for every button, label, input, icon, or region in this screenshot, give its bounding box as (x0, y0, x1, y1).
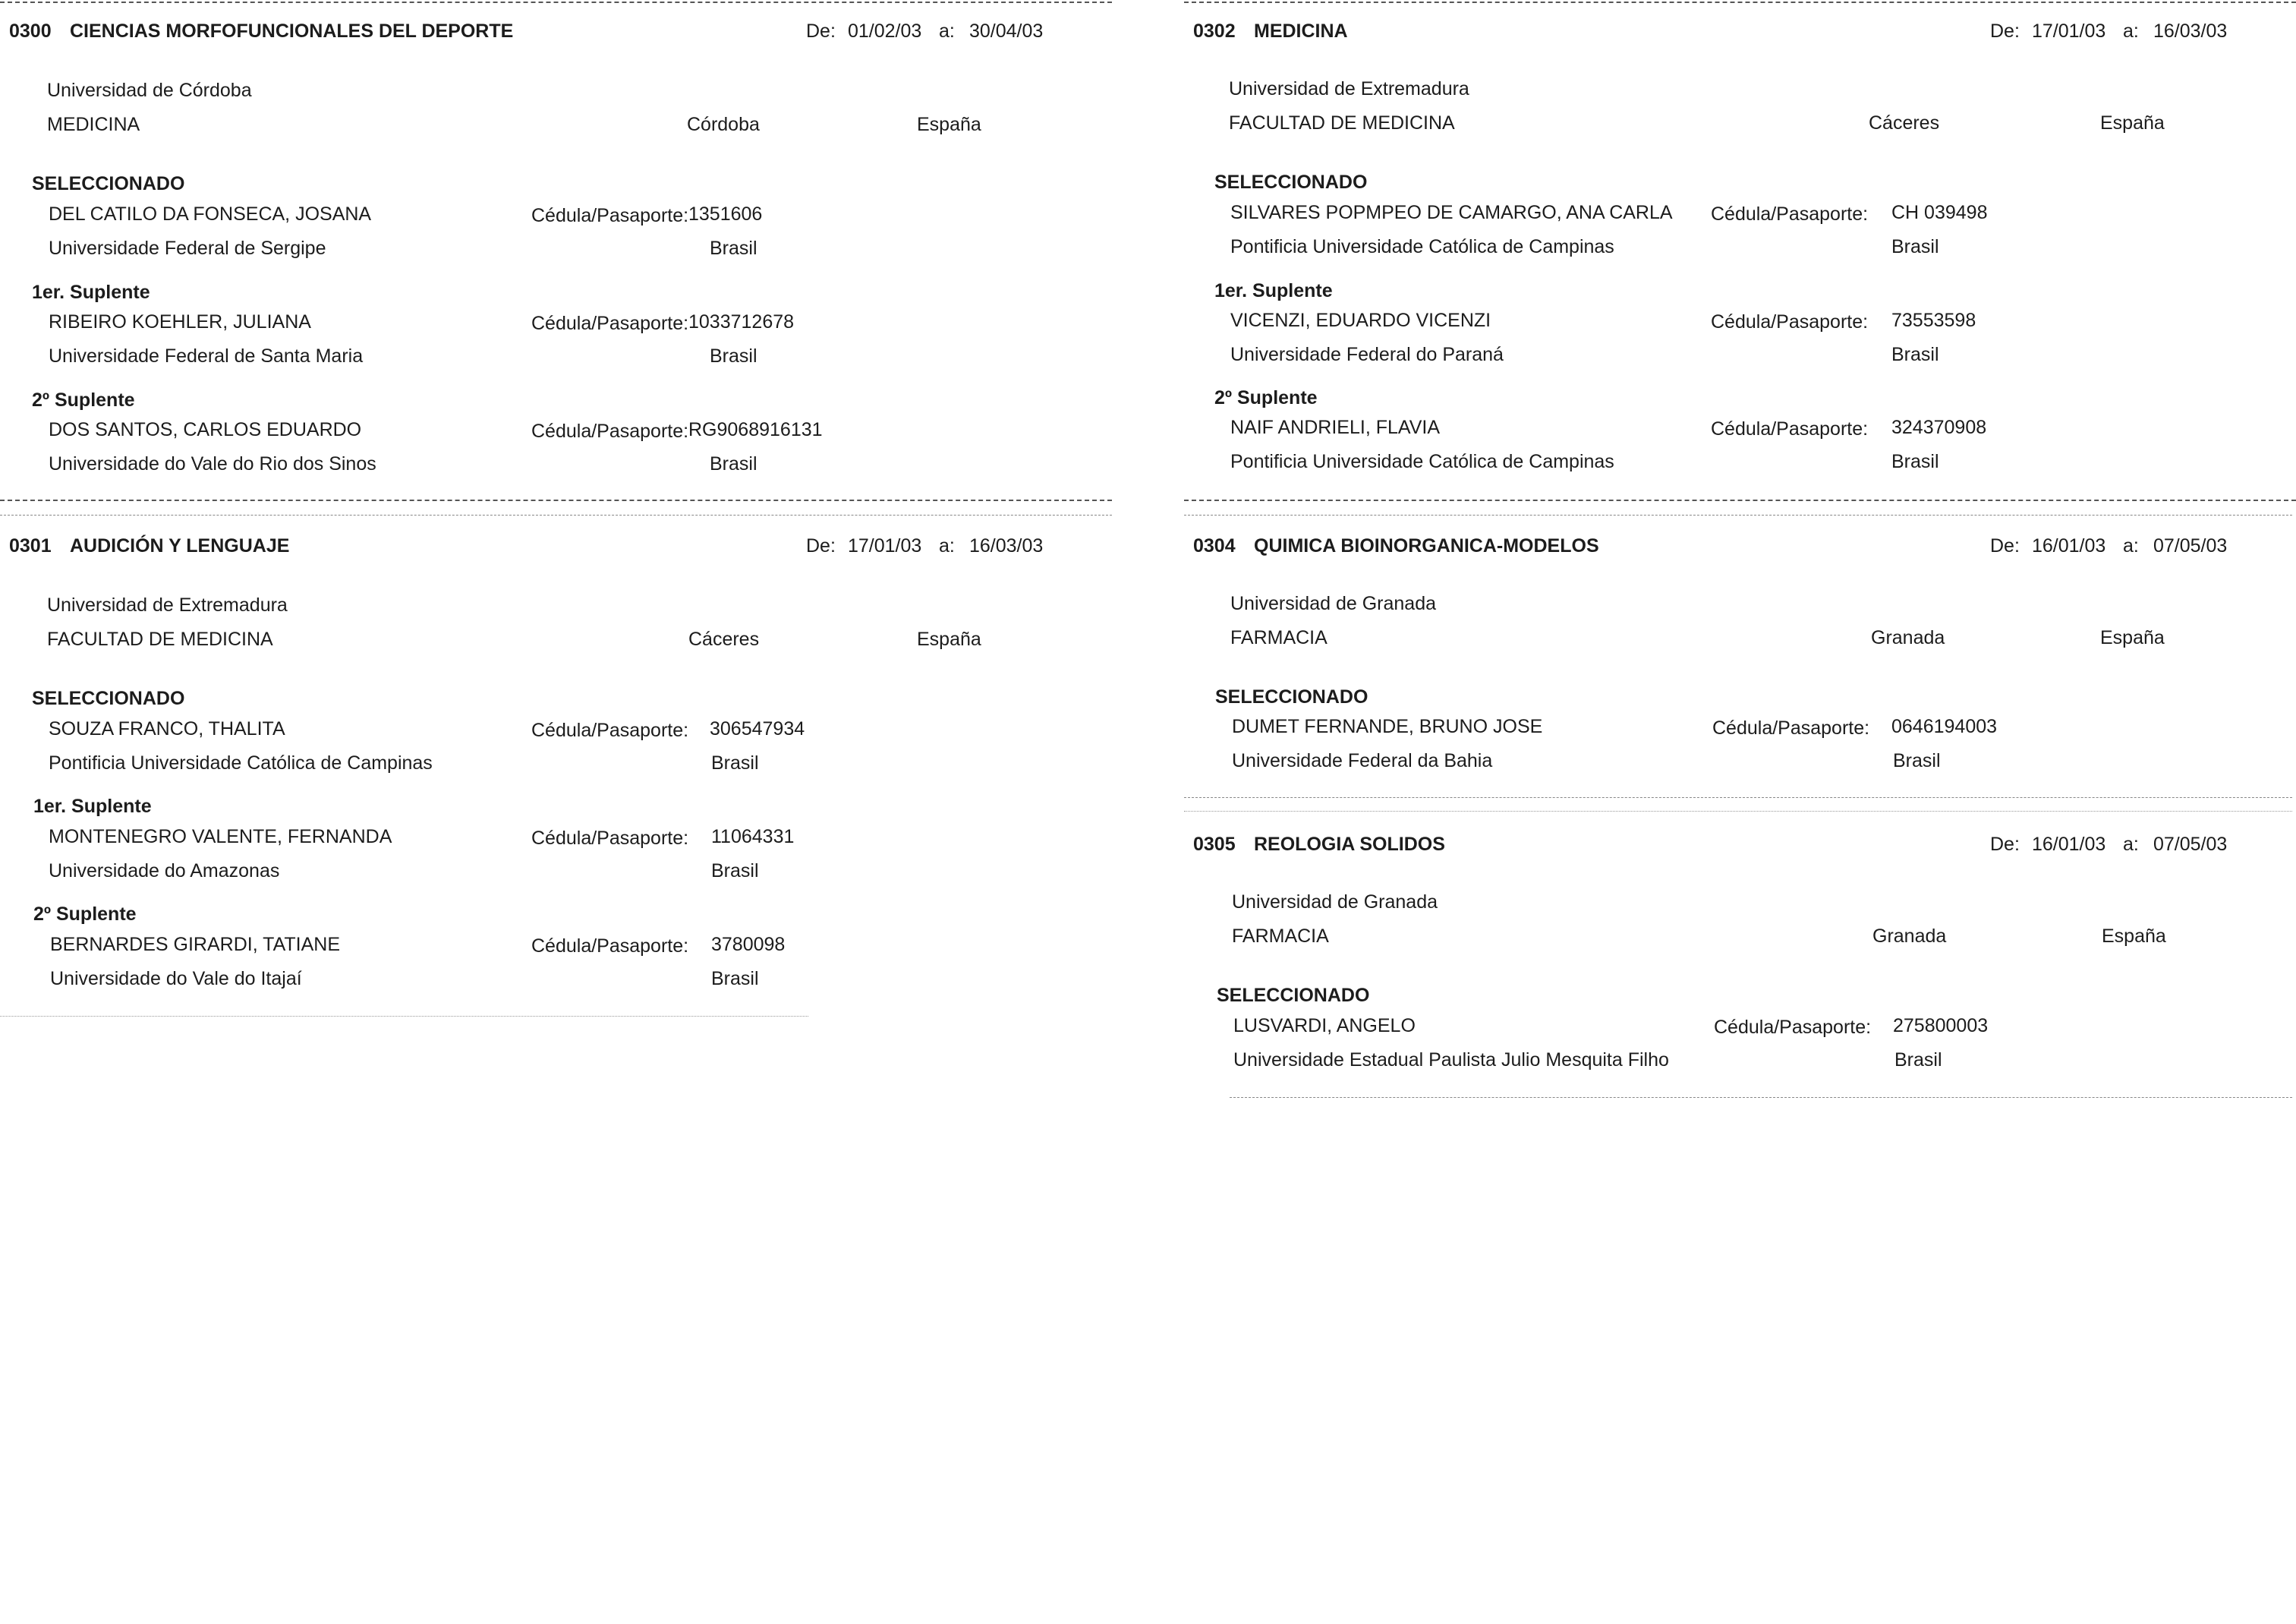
candidate-id: 3780098 (711, 934, 786, 955)
date-to: 07/05/03 (2153, 834, 2228, 855)
id-label: Cédula/Pasaporte: (531, 935, 689, 957)
date-from: 17/01/03 (848, 535, 922, 557)
course-code: 0305 (1193, 834, 1236, 855)
candidate-id: 1351606 (688, 203, 763, 225)
second-substitute-heading: 2º Suplente (32, 389, 135, 411)
candidate-name: DUMET FERNANDE, BRUNO JOSE (1232, 716, 1543, 737)
date-from: 16/01/03 (2032, 834, 2106, 855)
candidate-institution: Universidade Federal da Bahia (1232, 750, 1493, 771)
host-city: Córdoba (687, 114, 760, 135)
host-city: Granada (1871, 627, 1945, 648)
candidate-id: 0646194003 (1891, 716, 1998, 737)
separator-right-2b (1184, 811, 2292, 812)
host-city: Granada (1872, 926, 1947, 947)
id-label: Cédula/Pasaporte: (531, 205, 689, 226)
candidate-name: BERNARDES GIRARDI, TATIANE (50, 934, 341, 955)
candidate-name: DOS SANTOS, CARLOS EDUARDO (49, 419, 362, 440)
id-label: Cédula/Pasaporte: (531, 720, 689, 741)
first-substitute-heading: 1er. Suplente (1214, 280, 1333, 301)
course-code: 0300 (9, 20, 52, 42)
host-country: España (2102, 926, 2166, 947)
host-university: Universidad de Extremadura (1229, 78, 1469, 99)
id-label: Cédula/Pasaporte: (531, 828, 689, 849)
from-label: De: (1990, 834, 2020, 855)
separator-right-1b (1184, 515, 2292, 516)
course-code: 0301 (9, 535, 52, 557)
host-faculty: FARMACIA (1232, 926, 1329, 947)
to-label: a: (2123, 535, 2139, 557)
candidate-institution: Universidade Federal de Sergipe (49, 238, 326, 259)
candidate-nationality: Brasil (1891, 236, 1939, 257)
candidate-id: 324370908 (1891, 417, 1987, 438)
id-label: Cédula/Pasaporte: (1711, 203, 1869, 225)
host-faculty: MEDICINA (47, 114, 140, 135)
candidate-nationality: Brasil (710, 345, 757, 367)
separator-left-bottom (0, 1016, 808, 1017)
candidate-id: CH 039498 (1891, 202, 1988, 223)
host-country: España (2100, 627, 2165, 648)
id-label: Cédula/Pasaporte: (1711, 311, 1869, 333)
host-country: España (917, 629, 981, 650)
candidate-nationality: Brasil (1891, 451, 1939, 472)
id-label: Cédula/Pasaporte: (531, 421, 689, 442)
id-label: Cédula/Pasaporte: (1714, 1017, 1872, 1038)
candidate-institution: Universidade do Vale do Itajaí (50, 968, 302, 989)
separator-left-1a (0, 500, 1112, 501)
candidate-institution: Pontificia Universidade Católica de Campinas (1230, 236, 1614, 257)
selected-heading: SELECCIONADO (32, 688, 185, 709)
separator-right-bottom (1230, 1097, 2292, 1098)
host-university: Universidad de Córdoba (47, 80, 252, 101)
host-city: Cáceres (1869, 112, 1940, 134)
candidate-id: 11064331 (711, 826, 795, 847)
from-label: De: (1990, 535, 2020, 557)
host-city: Cáceres (688, 629, 760, 650)
candidate-name: DEL CATILO DA FONSECA, JOSANA (49, 203, 372, 225)
date-from: 16/01/03 (2032, 535, 2106, 557)
candidate-name: SOUZA FRANCO, THALITA (49, 718, 285, 739)
separator-top-left (0, 2, 1112, 3)
id-label: Cédula/Pasaporte: (1712, 717, 1870, 739)
candidate-nationality: Brasil (710, 453, 757, 475)
candidate-id: 275800003 (1893, 1015, 1989, 1036)
id-label: Cédula/Pasaporte: (1711, 418, 1869, 440)
to-label: a: (939, 535, 955, 557)
date-to: 16/03/03 (969, 535, 1044, 557)
date-to: 07/05/03 (2153, 535, 2228, 557)
date-to: 16/03/03 (2153, 20, 2228, 42)
candidate-id: 306547934 (710, 718, 805, 739)
candidate-nationality: Brasil (1894, 1049, 1942, 1071)
first-substitute-heading: 1er. Suplente (33, 796, 152, 817)
candidate-institution: Universidade Estadual Paulista Julio Mesquita Filho (1233, 1049, 1669, 1071)
candidate-nationality: Brasil (711, 968, 759, 989)
candidate-name: RIBEIRO KOEHLER, JULIANA (49, 311, 311, 333)
host-country: España (917, 114, 981, 135)
candidate-name: NAIF ANDRIELI, FLAVIA (1230, 417, 1441, 438)
first-substitute-heading: 1er. Suplente (32, 282, 150, 303)
date-from: 17/01/03 (2032, 20, 2106, 42)
candidate-nationality: Brasil (710, 238, 757, 259)
candidate-name: LUSVARDI, ANGELO (1233, 1015, 1416, 1036)
candidate-name: SILVARES POPMPEO DE CAMARGO, ANA CARLA (1230, 202, 1673, 223)
course-title: REOLOGIA SOLIDOS (1254, 834, 1445, 855)
selected-heading: SELECCIONADO (1217, 985, 1370, 1006)
candidate-institution: Universidade do Amazonas (49, 860, 280, 881)
candidate-nationality: Brasil (1893, 750, 1941, 771)
course-code: 0304 (1193, 535, 1236, 557)
course-title: AUDICIÓN Y LENGUAJE (70, 535, 290, 557)
candidate-nationality: Brasil (711, 752, 759, 774)
candidate-institution: Universidade do Vale do Rio dos Sinos (49, 453, 376, 475)
course-title: CIENCIAS MORFOFUNCIONALES DEL DEPORTE (70, 20, 514, 42)
separator-left-1b (0, 515, 1112, 516)
host-university: Universidad de Granada (1232, 891, 1438, 913)
candidate-id: RG9068916131 (688, 419, 823, 440)
selected-heading: SELECCIONADO (1215, 686, 1368, 708)
id-label: Cédula/Pasaporte: (531, 313, 689, 334)
second-substitute-heading: 2º Suplente (33, 903, 137, 925)
host-university: Universidad de Granada (1230, 593, 1436, 614)
date-to: 30/04/03 (969, 20, 1044, 42)
date-from: 01/02/03 (848, 20, 922, 42)
selected-heading: SELECCIONADO (1214, 172, 1368, 193)
course-title: QUIMICA BIOINORGANICA-MODELOS (1254, 535, 1599, 557)
separator-top-right (1184, 2, 2296, 3)
host-faculty: FARMACIA (1230, 627, 1328, 648)
candidate-nationality: Brasil (1891, 344, 1939, 365)
to-label: a: (2123, 834, 2139, 855)
candidate-institution: Universidade Federal do Paraná (1230, 344, 1504, 365)
from-label: De: (1990, 20, 2020, 42)
separator-right-2a (1184, 797, 2292, 798)
candidate-institution: Pontificia Universidade Católica de Campinas (49, 752, 433, 774)
candidate-name: MONTENEGRO VALENTE, FERNANDA (49, 826, 392, 847)
candidate-name: VICENZI, EDUARDO VICENZI (1230, 310, 1491, 331)
candidate-id: 73553598 (1891, 310, 1976, 331)
candidate-nationality: Brasil (711, 860, 759, 881)
course-title: MEDICINA (1254, 20, 1348, 42)
from-label: De: (806, 20, 836, 42)
to-label: a: (2123, 20, 2139, 42)
second-substitute-heading: 2º Suplente (1214, 387, 1318, 408)
selected-heading: SELECCIONADO (32, 173, 185, 194)
host-country: España (2100, 112, 2165, 134)
candidate-institution: Pontificia Universidade Católica de Campinas (1230, 451, 1614, 472)
candidate-institution: Universidade Federal de Santa Maria (49, 345, 364, 367)
candidate-id: 1033712678 (688, 311, 795, 333)
from-label: De: (806, 535, 836, 557)
separator-right-1a (1184, 500, 2296, 501)
host-university: Universidad de Extremadura (47, 594, 288, 616)
to-label: a: (939, 20, 955, 42)
host-faculty: FACULTAD DE MEDICINA (1229, 112, 1455, 134)
host-faculty: FACULTAD DE MEDICINA (47, 629, 273, 650)
course-code: 0302 (1193, 20, 1236, 42)
